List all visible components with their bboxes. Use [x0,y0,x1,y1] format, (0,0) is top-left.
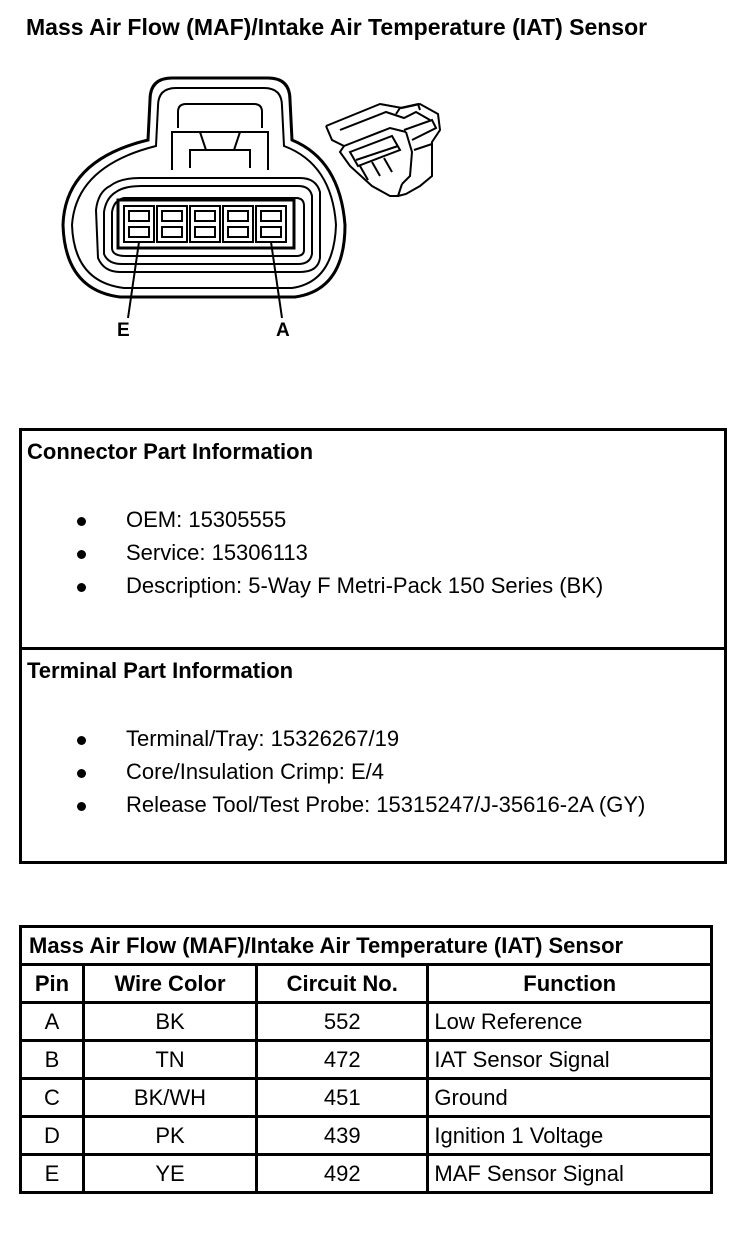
cell-pin: B [21,1041,84,1079]
cell-function: Ground [428,1079,712,1117]
cell-pin: E [21,1155,84,1193]
column-header-function: Function [428,965,712,1003]
table-row [21,1079,712,1117]
pin-label-a: A [276,320,290,341]
connector-part-information [22,431,724,650]
connector-info-heading: Connector Part Information [27,439,314,464]
bullet-icon [77,583,86,592]
table-caption-row [21,927,712,965]
cell-function: MAF Sensor Signal [428,1155,712,1193]
list-item-text: Release Tool/Test Probe: 15315247/J-35616-2A (GY) [126,792,646,817]
bullet-icon [77,517,86,526]
table-header-row [21,965,712,1003]
cell-wire-color: TN [83,1041,256,1079]
part-information-box [19,428,727,864]
list-item-text: Core/Insulation Crimp: E/4 [126,759,384,784]
cell-circuit-no: 492 [257,1155,428,1193]
table-row [21,1155,712,1193]
cell-circuit-no: 552 [257,1003,428,1041]
table-caption: Mass Air Flow (MAF)/Intake Air Temperature (IAT) Sensor [21,927,712,965]
cell-function: IAT Sensor Signal [428,1041,712,1079]
bullet-icon [77,736,86,745]
bullet-icon [77,802,86,811]
connector-3d-illustration [0,0,752,360]
column-header-pin: Pin [21,965,84,1003]
cell-wire-color: PK [83,1117,256,1155]
list-item-text: Description: 5-Way F Metri-Pack 150 Series (BK) [126,573,604,598]
pin-label-e: E [117,320,130,341]
cell-pin: C [21,1079,84,1117]
terminal-part-information [22,650,724,864]
cell-wire-color: BK/WH [83,1079,256,1117]
cell-pin: D [21,1117,84,1155]
cell-circuit-no: 472 [257,1041,428,1079]
list-item-text: Terminal/Tray: 15326267/19 [126,726,400,751]
cell-wire-color: BK [83,1003,256,1041]
bullet-icon [77,769,86,778]
terminal-info-heading: Terminal Part Information [27,658,294,683]
bullet-icon [77,550,86,559]
cell-wire-color: YE [83,1155,256,1193]
column-header-circuit-no: Circuit No. [257,965,428,1003]
cell-function: Ignition 1 Voltage [428,1117,712,1155]
pin-table [19,925,713,1194]
column-header-wire-color: Wire Color [83,965,256,1003]
table-row [21,1117,712,1155]
table-row [21,1041,712,1079]
cell-function: Low Reference [428,1003,712,1041]
cell-circuit-no: 451 [257,1079,428,1117]
list-item-text: OEM: 15305555 [126,507,287,532]
list-item-text: Service: 15306113 [126,540,308,565]
page-title: Mass Air Flow (MAF)/Intake Air Temperature (IAT) Sensor [26,14,648,40]
cell-circuit-no: 439 [257,1117,428,1155]
table-row [21,1003,712,1041]
cell-pin: A [21,1003,84,1041]
